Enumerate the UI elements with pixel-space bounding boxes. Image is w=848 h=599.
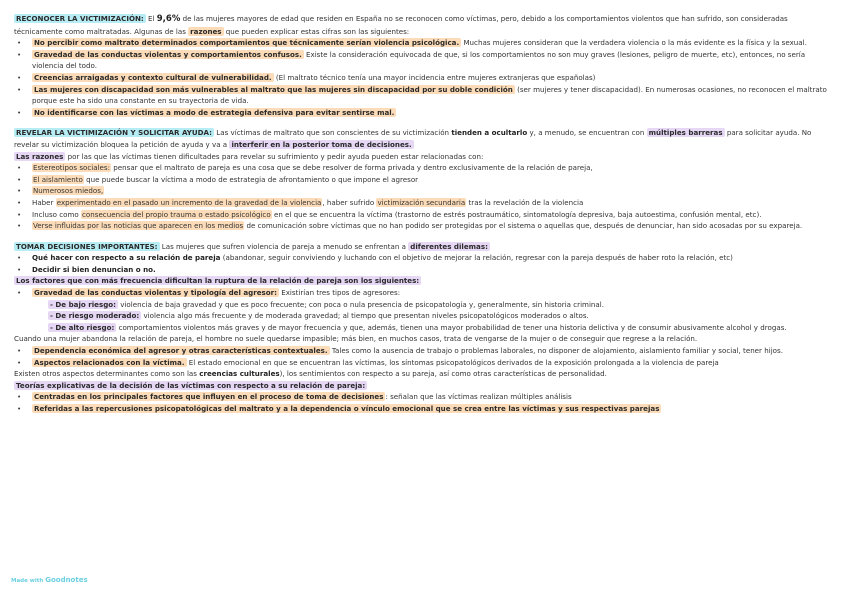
- list-item: • Qué hacer con respecto a su relación de pareja (abandonar, seguir conviviendo y luchando con el objetivo de mejorar la relación, regresar con la pareja después de haber roto la relación, etc): [14, 252, 834, 264]
- list-item: • Referidas a las repercusiones psicopatológicas del maltrato y a la dependencia o vínculo emocional que se crea entre las víctimas y sus respectivas parejas: [14, 403, 834, 415]
- dilemas-list: [14, 252, 834, 275]
- factors-title: Los factores que con más frecuencia dificultan la ruptura de la relación de pareja son los siguientes:: [16, 276, 420, 286]
- sub-item: - De bajo riesgo: violencia de baja gravedad y que es poco frecuente; con poca o nula presencia de psicopatología y, generalmente, sin historia criminal.: [50, 299, 605, 309]
- theories-title: Teorías explicativas de la decisión de las víctimas con respecto a su relación de pareja:: [16, 380, 366, 390]
- list-item: • Creencias arraigadas y contexto cultural de vulnerabilidad. (El maltrato técnico tenía una mayor incidencia entre mujeres extranjeras que españolas): [14, 72, 834, 84]
- list-item: • Haber experimentado en el pasado un incremento de la gravedad de la violencia, haber sufrido victimización secundaria tras la revelación de la violencia: [14, 197, 834, 209]
- list-item: • Verse influidas por las noticias que aparecen en los medios de comunicación sobre víctimas que no han podido ser protegidas por el sistema o aquellas que, después de denunciar, han sido acosadas por su expareja.: [14, 220, 834, 232]
- list-item: • Incluso como consecuencia del propio trauma o estado psicológico en el que se encuentra la víctima (trastorno de estrés postraumático, sintomatología depresiva, baja autoestima, confusión mental, etc).: [14, 209, 834, 221]
- list-item: • No identificarse con las víctimas a modo de estrategia defensiva para evitar sentirse mal.: [14, 107, 834, 119]
- barreras-list: [14, 162, 834, 232]
- list-item: • Dependencia económica del agresor y otras características contextuales. Tales como la ausencia de trabajo o problemas laborales, no disponer de alojamiento, aislamiento familiar y social, tener hijos.: [14, 345, 834, 357]
- list-item: • Aspectos relacionados con la víctima. El estado emocional en que se encuentran las víctimas, los síntomas psicopatológicos derivados de la exposición prolongada a la violencia de pareja: [14, 357, 834, 369]
- list-item: • No percibir como maltrato determinados comportamientos que técnicamente serían violencia psicológica. Muchas mujeres consideran que la verdadera violencia o la más evidente es la física y la sexual.: [14, 37, 834, 49]
- factores-list-2: [14, 345, 834, 368]
- percentage: 9,6%: [156, 14, 181, 24]
- sub-item: - De alto riesgo: comportamientos violentos más graves y de mayor frecuencia y que, además, tienen una mayor probabilidad de tener una historia delictiva y de consumir abusivamente alcohol y drogas.: [50, 322, 787, 332]
- abandon-note: Cuando una mujer abandona la relación de pareja, el hombre no suele quedarse impasible; más bien, en muchos casos, trata de vengarse de la mujer o de conseguir que regrese a la relación.: [14, 334, 698, 344]
- razones-intro: Las razones por las que las víctimas tienen dificultades para revelar su sufrimiento y pedir ayuda pueden estar relacionadas con:: [16, 151, 484, 161]
- factores-list: [14, 287, 834, 333]
- list-item: • Las mujeres con discapacidad son más vulnerables al maltrato que las mujeres sin discapacidad por su doble condición (ser mujeres y tener discapacidad). En numerosas ocasiones, no reconocen el maltrato porque este ha sido una constante en su trayectoria de vida.: [14, 84, 834, 107]
- list-item: • Gravedad de las conductas violentas y tipología del agresor: Existirían tres tipos de agresores:: [14, 287, 834, 299]
- section-revelar: REVELAR LA VICTIMIZACIÓN Y SOLICITAR AYUDA: Las víctimas de maltrato que son conscientes de su victimización tienden a ocultarlo y, a menudo, se encuentran con múltiples barreras para solicitar ayuda. No revelar su victimización bloquea la petición de ayuda y va a interferir en la posterior toma de decisiones.: [14, 128, 812, 149]
- section-decisiones: TOMAR DECISIONES IMPORTANTES: Las mujeres que sufren violencia de pareja a menudo se enfrentan a diferentes dilemas:: [16, 241, 488, 251]
- sub-item: - De riesgo moderado: violencia algo más frecuente y de moderada gravedad; al tiempo que presentan niveles psicopatológicos moderados o altos.: [50, 311, 589, 321]
- teorias-list: [14, 391, 834, 414]
- razones-list: [14, 37, 834, 118]
- list-item: • Estereotipos sociales: pensar que el maltrato de pareja es una cosa que se debe resolver de forma privada y dentro exclusivamente de la relación de pareja,: [14, 162, 834, 174]
- section-reconocer: RECONOCER LA VICTIMIZACIÓN: El 9,6% de las mujeres mayores de edad que residen en España no se reconocen como víctimas, pero, debido a los comportamientos violentos que han sufrido, son consideradas técnicamente como maltratadas. Algunas de las razones que pueden explicar estas cifras son las siguientes:: [14, 14, 788, 36]
- section-title: TOMAR DECISIONES IMPORTANTES:: [16, 241, 158, 251]
- goodnotes-watermark: Made with Goodnotes: [11, 576, 88, 584]
- section-title: RECONOCER LA VICTIMIZACIÓN:: [16, 14, 144, 23]
- other-aspects: Existen otros aspectos determinantes como son las creencias culturales), los sentimientos con respecto a su pareja, así como otras características de personalidad.: [14, 369, 607, 379]
- list-item: • Gravedad de las conductas violentas y comportamientos confusos. Existe la consideración equivocada de que, si los comportamientos no son muy graves (lesiones, peligro de muerte, etc), entonces, no sería violencia del todo.: [14, 49, 834, 72]
- list-item: • Decidir si bien denuncian o no.: [14, 264, 834, 276]
- list-item: • Numerosos miedos,: [14, 185, 834, 197]
- list-item: • El aislamiento que puede buscar la víctima a modo de estrategia de afrontamiento o que impone el agresor: [14, 174, 834, 186]
- section-title: REVELAR LA VICTIMIZACIÓN Y SOLICITAR AYUDA:: [16, 128, 213, 138]
- list-item: • Centradas en los principales factores que influyen en el proceso de toma de decisiones : señalan que las víctimas realizan múltiples análisis: [14, 391, 834, 403]
